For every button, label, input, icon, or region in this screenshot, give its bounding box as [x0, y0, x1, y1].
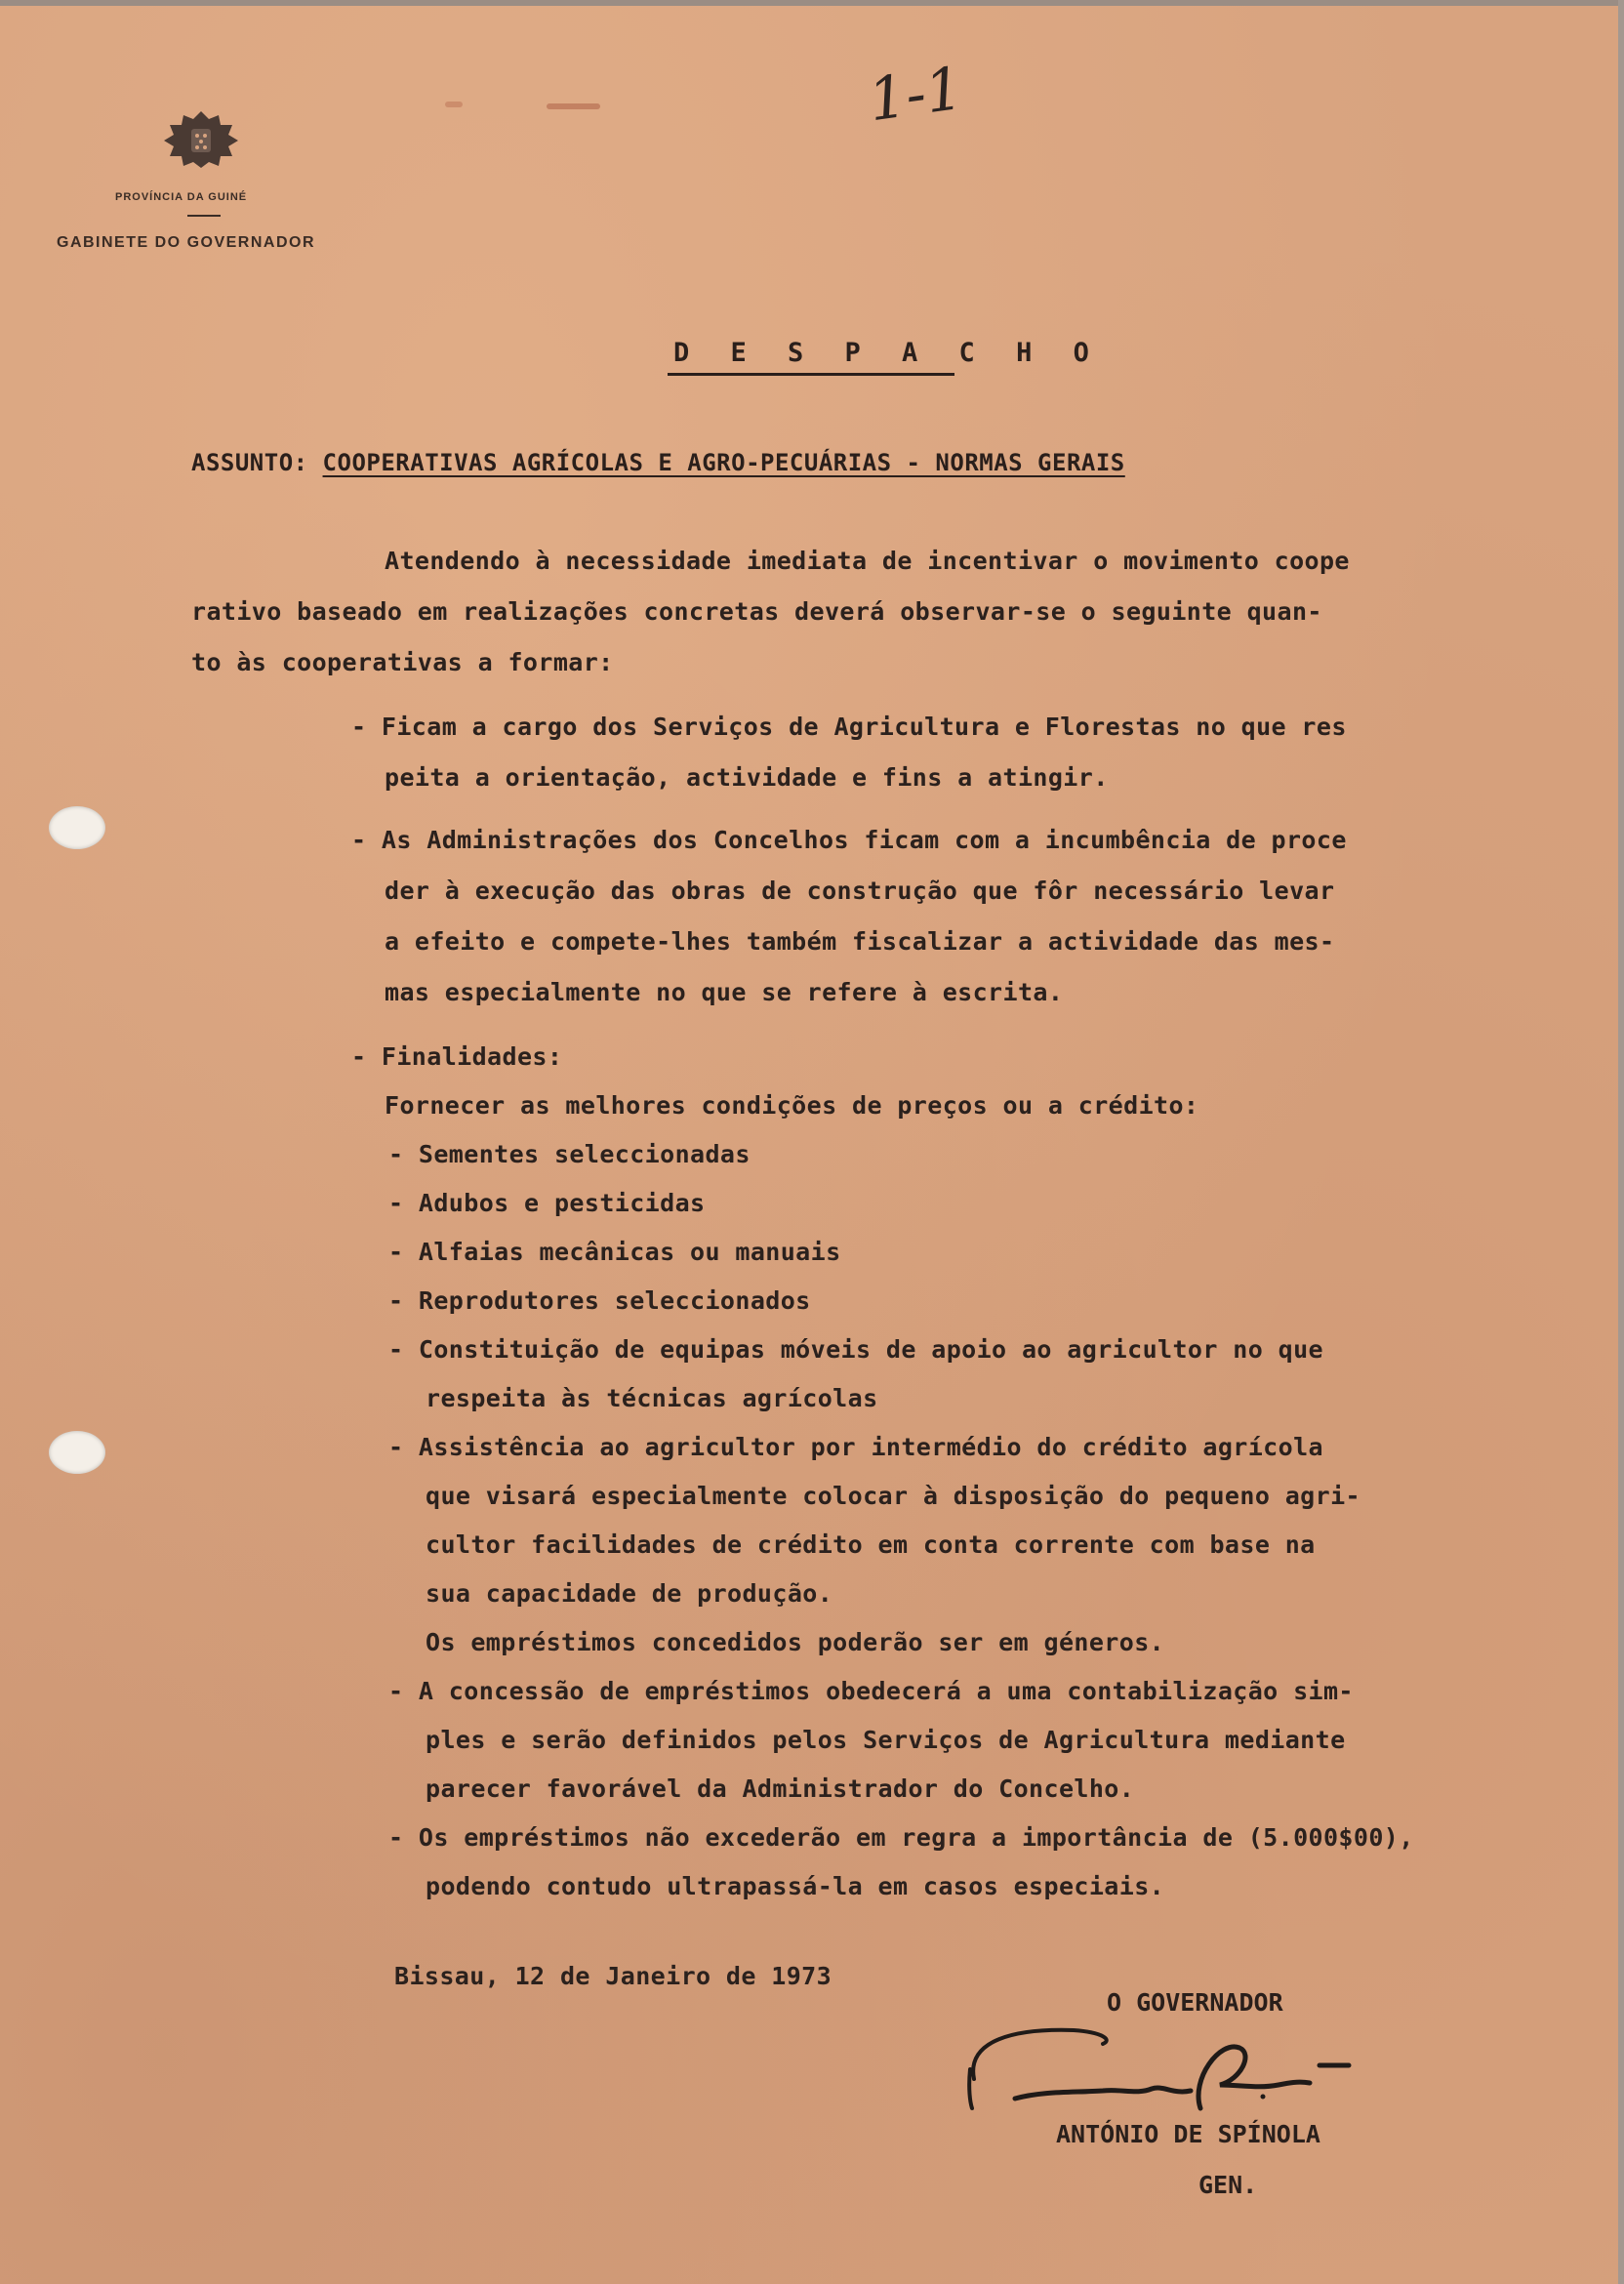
signatory-rank: GEN.: [1198, 2171, 1258, 2199]
paper-right-edge: [1618, 0, 1624, 2284]
document-title: D E S P A C H O: [673, 338, 1102, 368]
list-item: - Alfaias mecânicas ou manuais: [388, 1238, 841, 1266]
body-line: a efeito e compete-lhes também fiscalizar a actividade das mes-: [385, 927, 1335, 956]
body-line: der à execução das obras de construção que fôr necessário levar: [385, 877, 1335, 905]
body-line: - As Administrações dos Concelhos ficam com a incumbência de proce: [351, 826, 1347, 854]
list-item: - Sementes seleccionadas: [388, 1140, 751, 1168]
body-line: rativo baseado em realizações concretas deverá observar-se o seguinte quan-: [191, 597, 1322, 626]
paper-stain: [547, 103, 600, 109]
body-line: - Finalidades:: [351, 1042, 563, 1071]
handwritten-signature: [956, 2001, 1366, 2118]
list-item-continuation: respeita às técnicas agrícolas: [426, 1384, 878, 1412]
title-underline: [668, 373, 954, 376]
paper-top-edge: [0, 0, 1624, 6]
subject-label: ASSUNTO:: [191, 449, 308, 476]
subject-line: [191, 449, 1125, 476]
list-item: - Reprodutores seleccionados: [388, 1286, 811, 1315]
list-item: - Adubos e pesticidas: [388, 1189, 706, 1217]
province-label: PROVÍNCIA DA GUINÉ: [115, 191, 248, 203]
signatory-title: O GOVERNADOR: [1107, 1988, 1283, 2017]
list-item-continuation: cultor facilidades de crédito em conta corrente com base na: [426, 1530, 1316, 1559]
body-line: peita a orientação, actividade e fins a atingir.: [385, 763, 1109, 792]
list-item-continuation: que visará especialmente colocar à disposição do pequeno agri-: [426, 1482, 1360, 1510]
subject-text: COOPERATIVAS AGRÍCOLAS E AGRO-PECUÁRIAS - NORMAS GERAIS: [322, 449, 1125, 476]
body-line: Fornecer as melhores condições de preços ou a crédito:: [385, 1091, 1199, 1120]
list-item-continuation: ples e serão definidos pelos Serviços de Agricultura mediante: [426, 1726, 1346, 1754]
punch-hole: [49, 806, 105, 849]
paper-stain: [445, 102, 463, 107]
body-line: mas especialmente no que se refere à escrita.: [385, 978, 1064, 1006]
page-reference: 1-1: [864, 54, 968, 136]
coat-of-arms-icon: [160, 109, 242, 170]
body-line: - Ficam a cargo dos Serviços de Agricultura e Florestas no que res: [351, 713, 1347, 741]
place-date: Bissau, 12 de Janeiro de 1973: [394, 1962, 832, 1990]
list-item-continuation: podendo contudo ultrapassá-la em casos especiais.: [426, 1872, 1165, 1900]
list-item-continuation: sua capacidade de produção.: [426, 1579, 833, 1608]
list-item-continuation: parecer favorável da Administrador do Concelho.: [426, 1774, 1135, 1803]
list-item: - Assistência ao agricultor por intermédio do crédito agrícola: [388, 1433, 1323, 1461]
signatory-name: ANTÓNIO DE SPÍNOLA: [1056, 2120, 1320, 2148]
office-label: GABINETE DO GOVERNADOR: [57, 234, 316, 251]
list-item-continuation: Os empréstimos concedidos poderão ser em géneros.: [426, 1628, 1165, 1656]
body-line: Atendendo à necessidade imediata de incentivar o movimento coope: [385, 547, 1350, 575]
list-item: - Os empréstimos não excederão em regra a importância de (5.000$00),: [388, 1823, 1414, 1852]
divider: [187, 215, 221, 217]
punch-hole: [49, 1431, 105, 1474]
list-item: - Constituição de equipas móveis de apoio ao agricultor no que: [388, 1335, 1323, 1364]
body-line: to às cooperativas a formar:: [191, 648, 614, 676]
list-item: - A concessão de empréstimos obedecerá a uma contabilização sim-: [388, 1677, 1354, 1705]
